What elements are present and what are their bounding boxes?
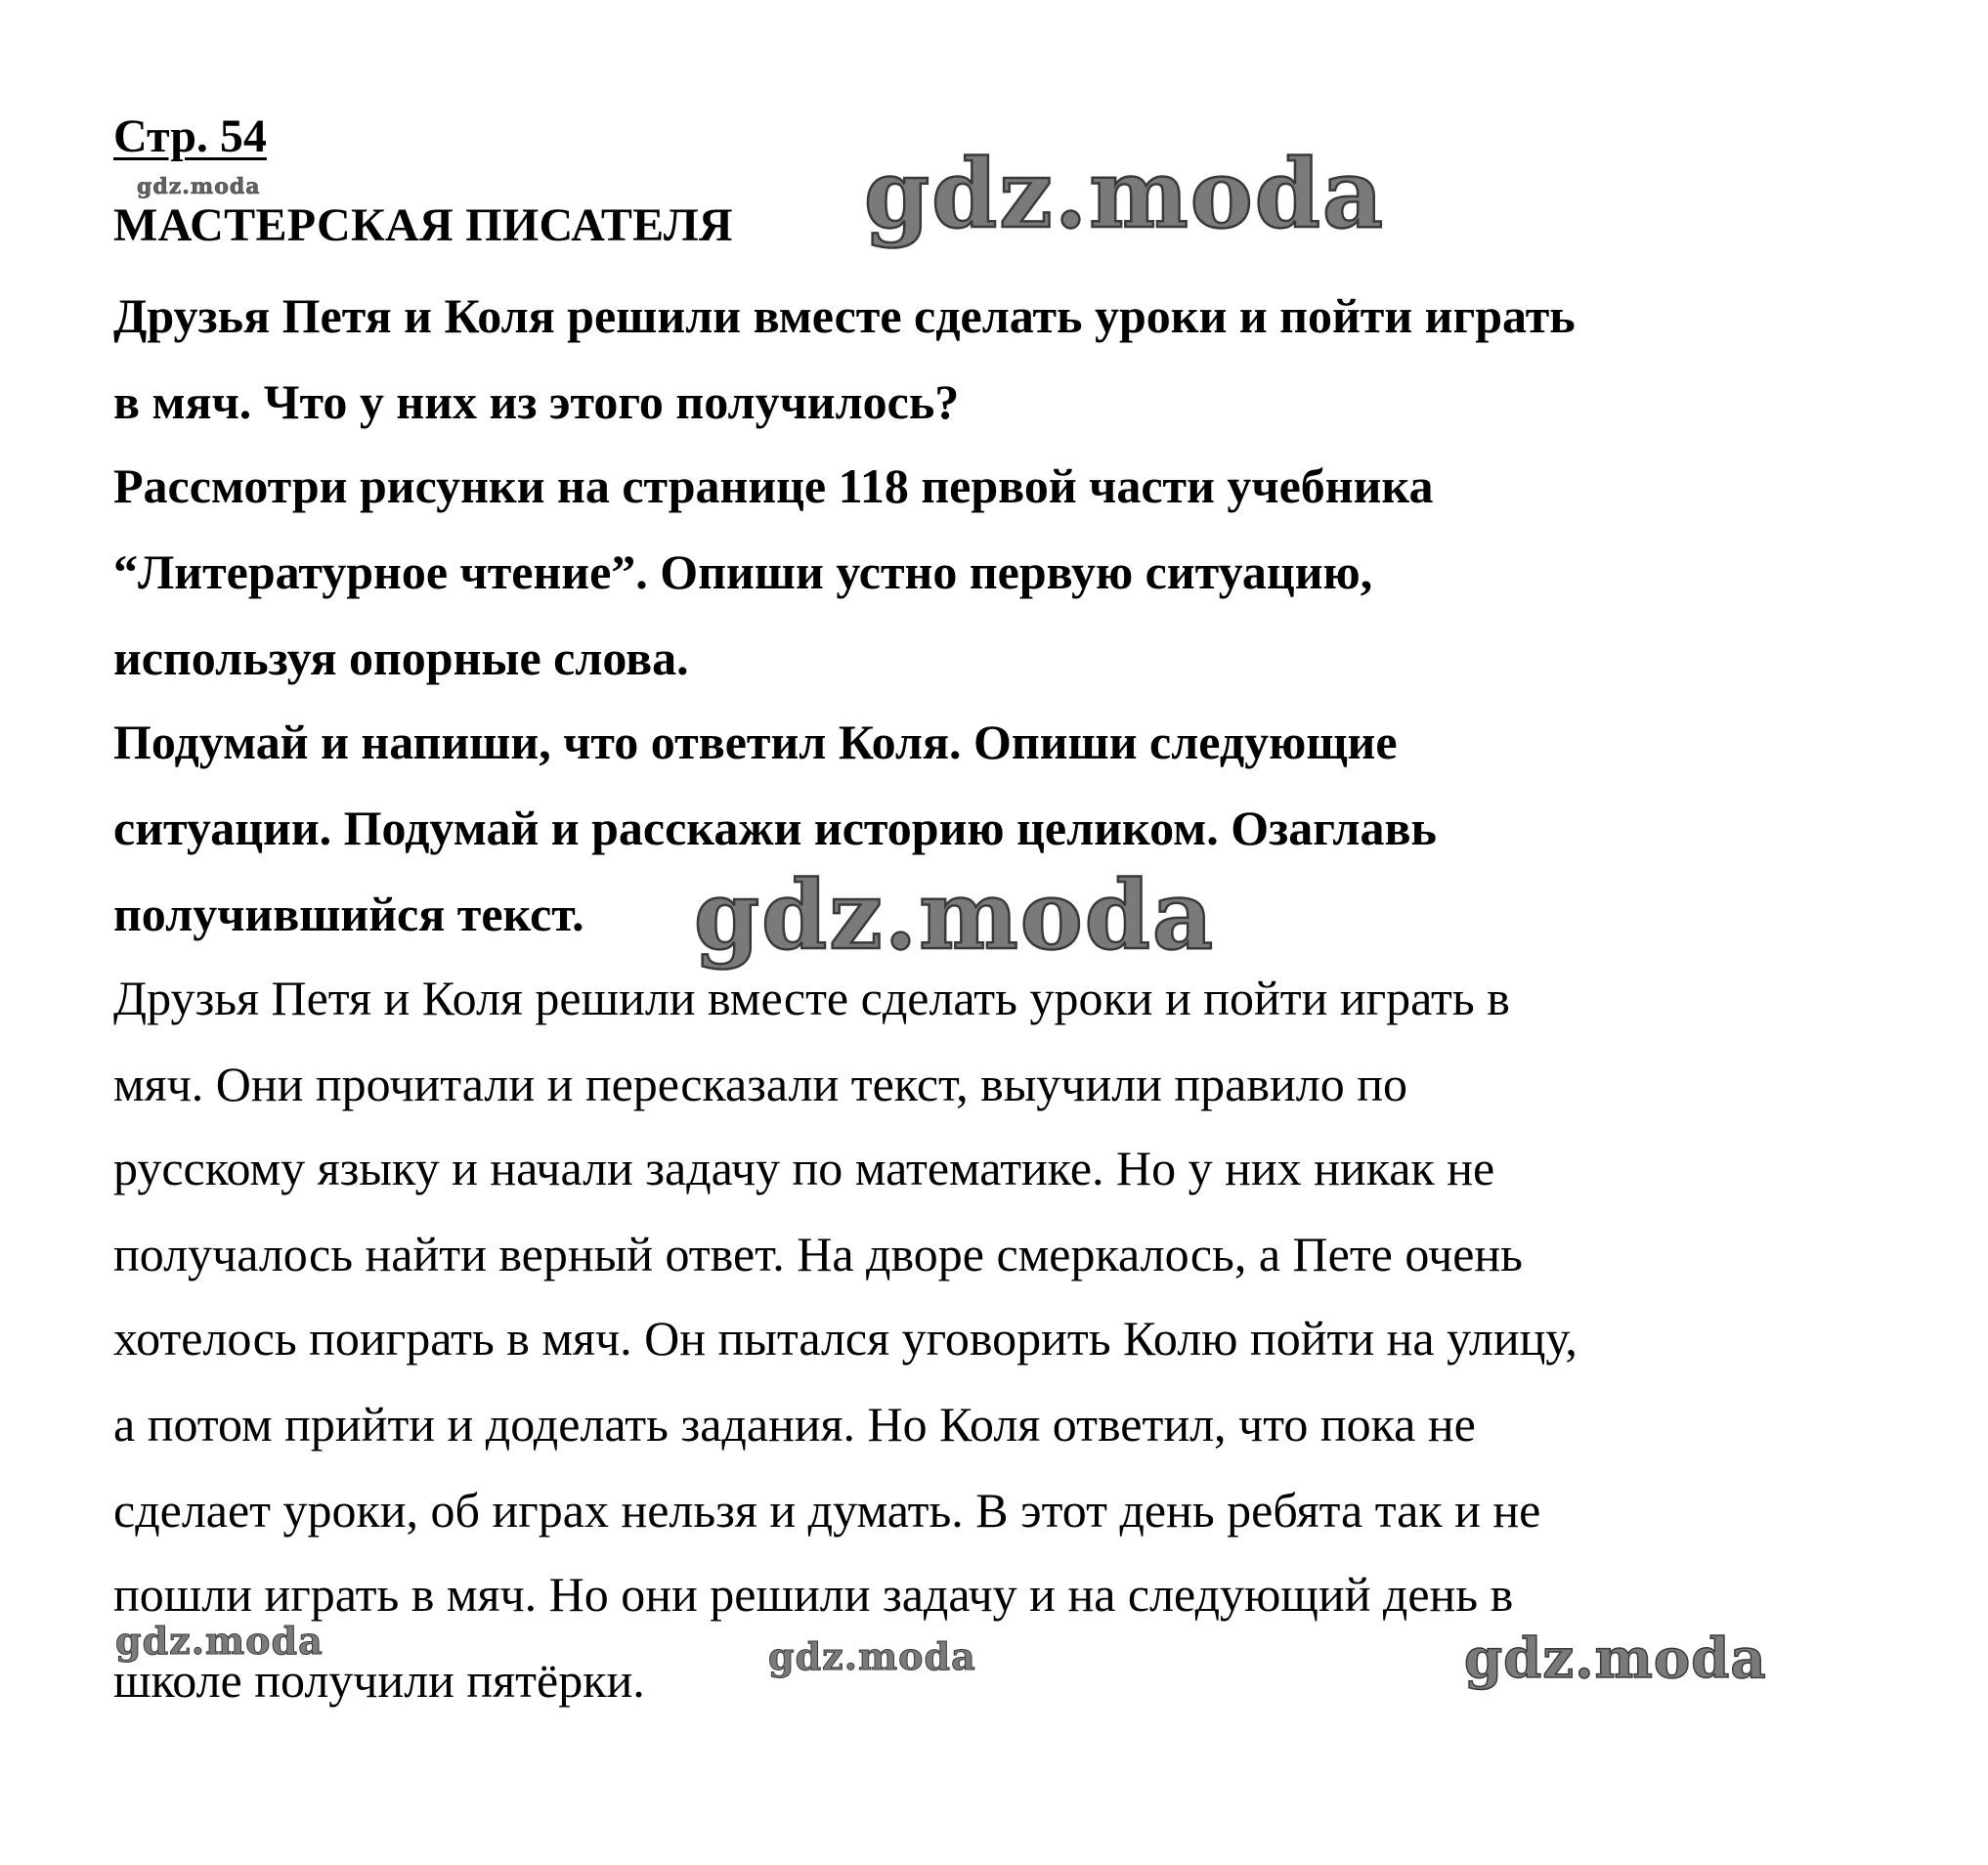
watermark-large: gdz.moda: [864, 139, 1386, 249]
answer-line: хотелось поиграть в мяч. Он пытался уговорить Колю пойти на улицу,: [113, 1311, 1577, 1366]
answer-line: сделает уроки, об играх нельзя и думать. В этот день ребята так и не: [113, 1483, 1541, 1538]
answer-line: школе получили пятёрки.: [113, 1653, 645, 1708]
task-line: Рассмотри рисунки на странице 118 первой части учебника: [113, 458, 1434, 513]
watermark-small: gdz.moda: [115, 1619, 324, 1663]
answer-line: получалось найти верный ответ. На дворе смеркалось, а Пете очень: [113, 1227, 1523, 1281]
task-line: Подумай и напиши, что ответил Коля. Опиши следующие: [113, 715, 1398, 769]
section-title: МАСТЕРСКАЯ ПИСАТЕЛЯ: [113, 199, 733, 251]
watermark-medium: gdz.moda: [1464, 1626, 1767, 1691]
answer-line: Друзья Петя и Коля решили вместе сделать уроки и пойти играть в: [113, 971, 1510, 1025]
page-number: Стр. 54: [113, 110, 267, 162]
answer-line: русскому языку и начали задачу по математике. Но у них никак не: [113, 1141, 1495, 1195]
watermark-large: gdz.moda: [694, 860, 1216, 971]
answer-line: а потом прийти и доделать задания. Но Коля ответил, что пока не: [113, 1397, 1476, 1452]
task-line: используя опорные слова.: [113, 630, 689, 685]
watermark-small: gdz.moda: [768, 1634, 976, 1678]
task-line: в мяч. Что у них из этого получилось?: [113, 374, 960, 429]
task-line: получившийся текст.: [113, 887, 584, 941]
task-line: ситуации. Подумай и расскажи историю целиком. Озаглавь: [113, 801, 1437, 855]
task-line: “Литературное чтение”. Опиши устно первую ситуацию,: [113, 544, 1373, 599]
task-line: Друзья Петя и Коля решили вместе сделать уроки и пойти играть: [113, 288, 1576, 343]
answer-line: пошли играть в мяч. Но они решили задачу и на следующий день в: [113, 1567, 1514, 1622]
watermark-small: gdz.moda: [137, 174, 261, 199]
answer-line: мяч. Они прочитали и пересказали текст, выучили правило по: [113, 1057, 1407, 1111]
